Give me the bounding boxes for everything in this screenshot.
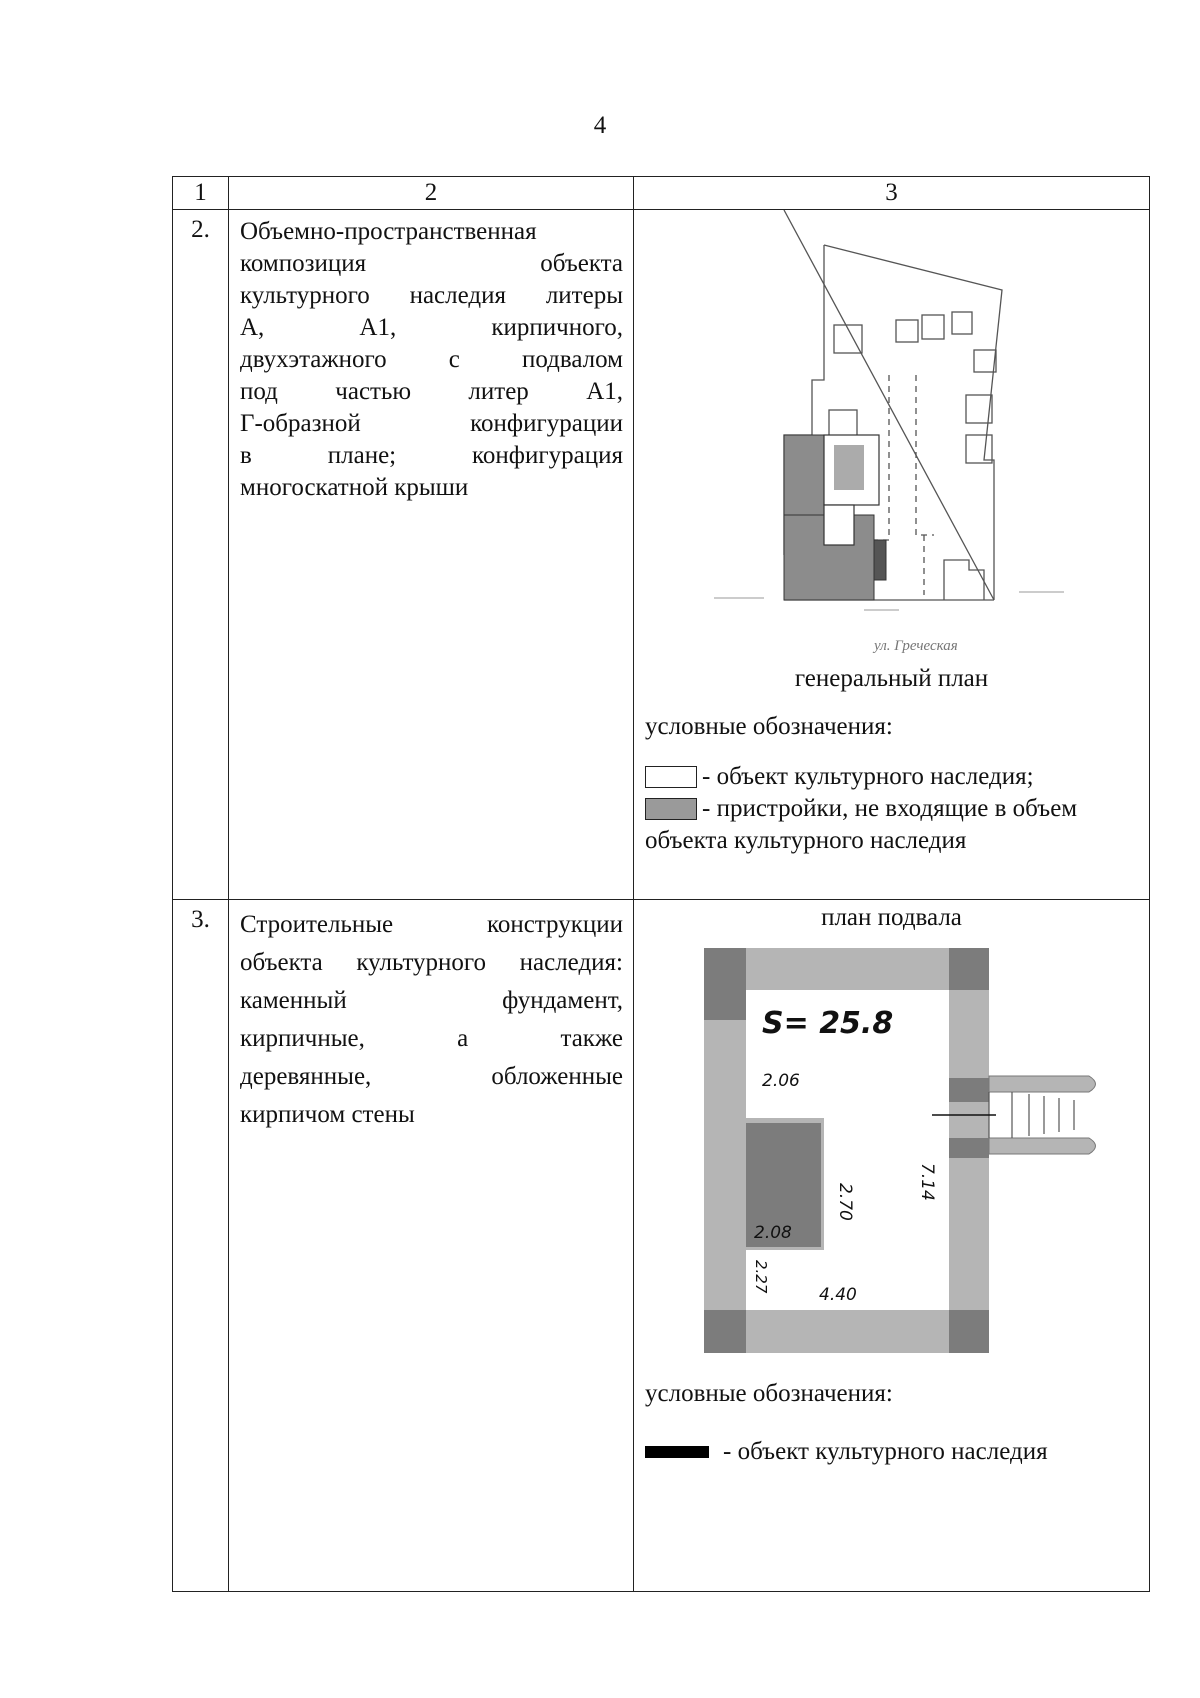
description-line: объекта культурного наследия:: [240, 949, 623, 976]
legend-white-swatch: [645, 766, 697, 788]
dimension-label: 2.08: [754, 1223, 792, 1243]
legend-text: - объект культурного наследия: [723, 1438, 1048, 1465]
street-label: ул. Греческая: [874, 638, 958, 654]
row-number: 2.: [173, 210, 229, 900]
row-description: [229, 210, 634, 900]
area-label: S= 25.8: [762, 1006, 894, 1041]
header-col-1: 1: [173, 177, 229, 210]
description-line: А, А1, кирпичного,: [240, 314, 623, 341]
legend-text-continuation: объекта культурного наследия: [645, 827, 967, 854]
basement-plan-drawing: [634, 938, 1150, 1358]
legend-item-heritage: [634, 1436, 1149, 1468]
table-header-row: [173, 177, 1150, 210]
legend-title: условные обозначения:: [645, 1380, 893, 1407]
description-line: Строительные конструкции: [240, 911, 623, 938]
legend-text: - пристройки, не входящие в объем: [702, 795, 1078, 822]
description-line: Г-образной конфигурации: [240, 410, 623, 437]
description-line: многоскатной крыши: [240, 474, 469, 501]
description-line: под частью литер А1,: [240, 378, 623, 405]
description-line: в плане; конфигурация: [240, 442, 623, 469]
figure-cell: [634, 210, 1150, 900]
description-line: каменный фундамент,: [240, 987, 623, 1014]
table-row: [173, 210, 1150, 900]
description-line: Объемно-пространственная: [240, 218, 537, 245]
legend-item-heritage: [634, 761, 1149, 793]
legend-title: условные обозначения:: [645, 713, 893, 740]
legend-black-swatch: [645, 1446, 709, 1458]
figure-caption: генеральный план: [794, 665, 989, 692]
table-row: [173, 900, 1150, 1592]
description-line: деревянные, обложенные: [240, 1063, 623, 1090]
description-line: композиция объекта: [240, 250, 623, 277]
site-plan-drawing: [634, 210, 1150, 665]
legend-item-extensions: [634, 793, 1149, 825]
header-col-2: 2: [229, 177, 634, 210]
figure-caption: план подвала: [821, 904, 962, 931]
page-number: 4: [593, 112, 607, 139]
description-line: кирпичные, а также: [240, 1025, 623, 1052]
legend-text: - объект культурного наследия;: [702, 763, 1034, 790]
dimension-label: 2.70: [835, 1183, 855, 1221]
figure-cell: [634, 900, 1150, 1592]
dimension-label: 2.06: [762, 1071, 800, 1091]
row-number: 3.: [173, 900, 229, 1592]
legend-grey-swatch: [645, 798, 697, 820]
description-line: культурного наследия литеры: [240, 282, 623, 309]
description-line: кирпичом стены: [240, 1101, 415, 1128]
header-col-3: 3: [634, 177, 1150, 210]
dimension-label: 2.27: [752, 1260, 770, 1294]
row-description: [229, 900, 634, 1592]
dimension-label: 4.40: [819, 1285, 857, 1305]
heritage-table: [172, 176, 1150, 1592]
dimension-label: 7.14: [917, 1163, 937, 1201]
description-line: двухэтажного с подвалом: [240, 346, 623, 373]
